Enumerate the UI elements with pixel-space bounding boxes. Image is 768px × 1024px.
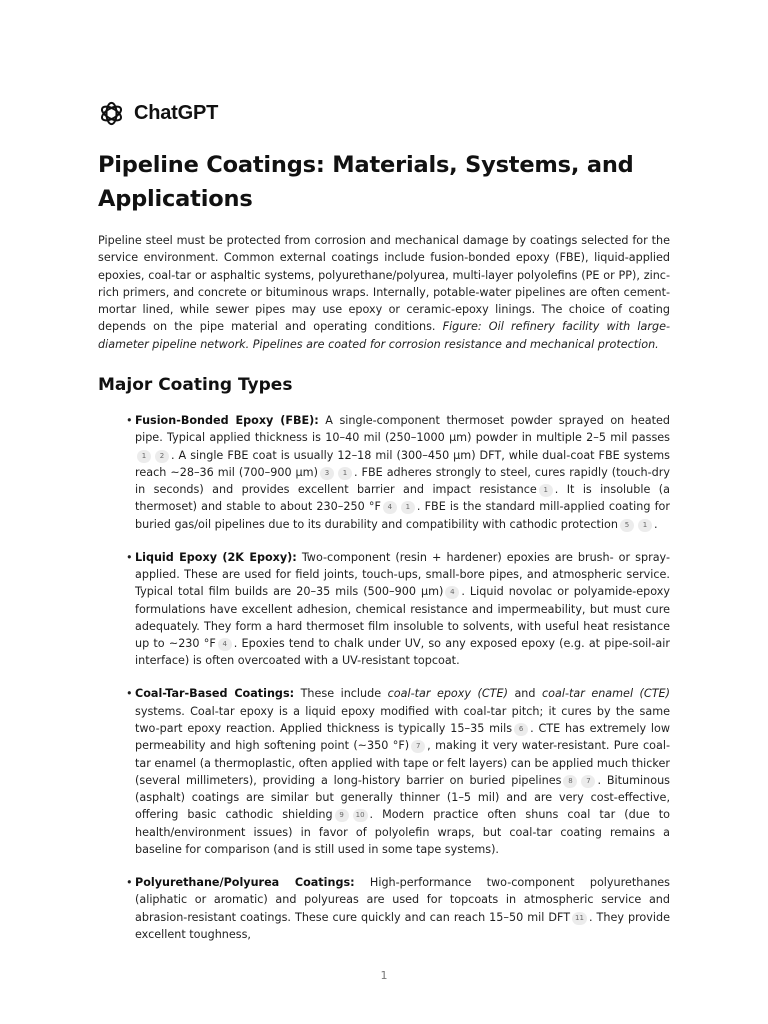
citation-badge[interactable]: 1 — [401, 501, 415, 514]
page-number: 1 — [380, 969, 388, 982]
citation-badge[interactable]: 1 — [137, 450, 151, 463]
page-title: Pipeline Coatings: Materials, Systems, and Applications — [98, 152, 634, 212]
coating-types-list — [126, 412, 670, 959]
item-label: Polyurethane/Polyurea Coatings: — [135, 875, 355, 889]
list-item-coal-tar — [126, 685, 670, 858]
citation-badge[interactable]: 4 — [445, 586, 459, 599]
brand-header — [98, 100, 218, 127]
citation-badge[interactable]: 6 — [514, 723, 528, 736]
item-text: , making it very water-resistant. Pure coal-tar enamel (a thermoplastic, often applied with tape or felt layers) can be applied much thicker (several millimeters), providing a long-history barrier on buried pipelines — [135, 739, 670, 787]
item-text: . They provide excellent toughness, — [135, 910, 670, 941]
item-text: . Modern practice often shuns coal tar (due to health/environment issues) in favor of polyolefin wraps, but coal-tar coating remains a baseline for comparison (and is still used in some tape systems). — [135, 808, 670, 857]
item-text: A single-component thermoset powder sprayed on heated pipe. Typical applied thickness is 10–40 mil (250–1000 µm) powder in multiple 2–5 mil passes — [135, 414, 671, 445]
item-text: . CTE has extremely low permeability and high softening point (~350 °F) — [135, 721, 671, 753]
item-text: These include — [294, 687, 388, 701]
citation-badge[interactable]: 4 — [383, 501, 397, 514]
item-text: . FBE is the standard mill-applied coating for buried gas/oil pipelines due to its durability and compatibility with cathodic protection — [135, 500, 670, 531]
item-text: . — [653, 517, 658, 531]
citation-badge[interactable]: 7 — [581, 775, 595, 788]
citation-badge[interactable]: 1 — [638, 519, 652, 532]
document-page — [98, 0, 670, 1024]
item-text: . Epoxies tend to chalk under UV, so any exposed epoxy (e.g. at pipe-soil-air interface) is often overcoated with a UV-resistant topcoat. — [135, 637, 670, 668]
intro-text: Pipeline steel must be protected from corrosion and mechanical damage by coatings selected for the service environment. Common external coatings include fusion-bonded epoxy (FBE), liquid-applied epoxies, coal-tar or asphaltic systems, polyurethane/polyurea, multi-layer polyolefins (PE or PP), zinc-rich primers, and concrete or bituminous wraps. Internally, potable-water pipelines are often cement-mortar lined, while sewer pipes may use epoxy or ceramic-epoxy linings. The choice of coating depends on the pipe material and operating conditions. — [98, 234, 670, 334]
citation-badge[interactable]: 7 — [411, 740, 425, 753]
citation-badge[interactable]: 4 — [218, 638, 232, 651]
brand-name: ChatGPT — [134, 102, 219, 124]
openai-knot-icon — [98, 100, 125, 127]
item-label: Coal-Tar-Based Coatings: — [135, 687, 295, 701]
list-item-liquid-epoxy — [126, 549, 670, 670]
citation-badge[interactable]: 1 — [338, 467, 352, 480]
item-text: . A single FBE coat is usually 12–18 mil (300–450 µm) DFT, while dual-coat FBE systems reach ~28–36 mil (700–900 µm) — [135, 448, 670, 479]
citation-badge[interactable]: 10 — [353, 809, 368, 822]
figure-caption: Figure: Oil refinery facility with large-diameter pipeline network. Pipelines are coated for corrosion resistance and mechanical protection. — [98, 320, 670, 351]
item-text: High-performance two-component polyurethanes (aliphatic or aromatic) and polyureas are used for topcoats in atmospheric service and abrasion-resistant coatings. These cure quickly and can reach 15–50 mil DFT — [135, 875, 671, 924]
list-item-fbe — [126, 412, 670, 533]
item-text: systems. Coal-tar epoxy is a liquid epoxy modified with coal-tar pitch; it cures by the same two-part epoxy reaction. Applied thickness is typically 15–35 mils — [135, 704, 670, 735]
citation-badge[interactable]: 5 — [620, 519, 634, 532]
list-item-polyurethane — [126, 874, 670, 943]
citation-badge[interactable]: 3 — [320, 467, 334, 480]
item-label: Liquid Epoxy (2K Epoxy): — [135, 550, 297, 564]
citation-badge[interactable]: 9 — [335, 809, 349, 822]
citation-badge[interactable]: 11 — [572, 912, 587, 925]
item-text: . Liquid novolac or polyamide-epoxy formulations have excellent adhesion, chemical resistance and impermeability, but must cure adequately. They form a hard thermoset film insoluble to solvents, with useful heat resistance up to ~230 °F — [135, 585, 670, 651]
citation-badge[interactable]: 2 — [155, 450, 169, 463]
item-text: . FBE adheres strongly to steel, cures rapidly (touch-dry in seconds) and provides excellent barrier and impact resistance — [135, 465, 670, 497]
citation-badge[interactable]: 8 — [563, 775, 577, 788]
item-label: Fusion-Bonded Epoxy (FBE): — [135, 414, 319, 427]
intro-paragraph — [98, 232, 670, 353]
item-text: and — [507, 687, 542, 701]
item-emphasis: coal-tar enamel (CTE) — [542, 687, 670, 701]
item-text: . Bituminous (asphalt) coatings are similar but generally thinner (1–5 mil) and are very cost-effective, offering basic cathodic shielding — [135, 773, 670, 822]
section-heading: Major Coating Types — [98, 375, 293, 395]
item-text: . It is insoluble (a thermoset) and stable to about 230–250 °F — [135, 483, 670, 514]
item-text: Two-component (resin + hardener) epoxies are brush- or spray-applied. These are used for field joints, touch-ups, small-bore pipes, and atmospheric service. Typical total film builds are 20–35 mils (500–900 µm) — [135, 550, 671, 599]
item-emphasis: coal-tar epoxy (CTE) — [387, 687, 508, 701]
citation-badge[interactable]: 1 — [539, 484, 553, 497]
